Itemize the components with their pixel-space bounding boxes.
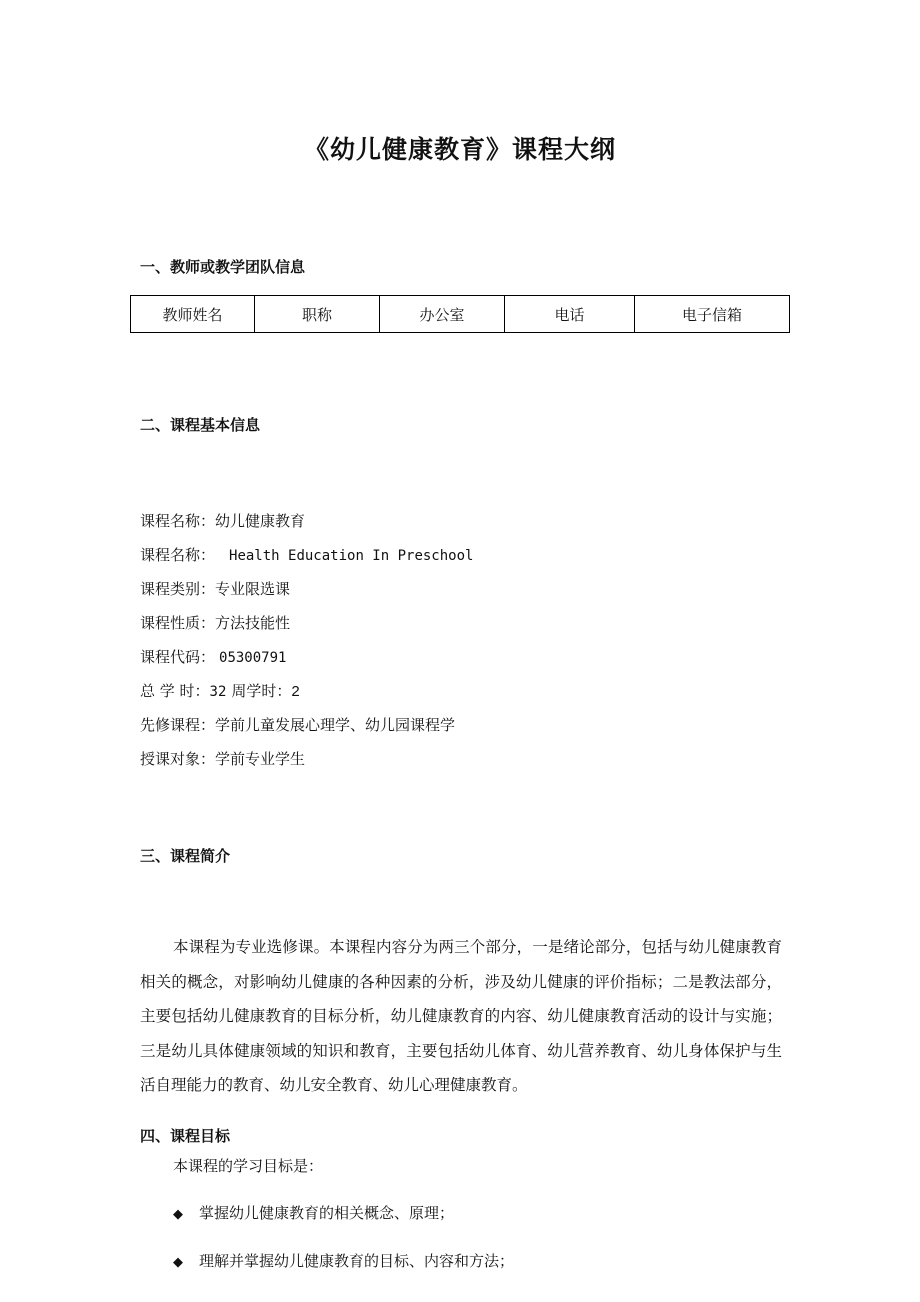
info-label: 先修课程： — [140, 716, 216, 734]
list-item-text: 理解并掌握幼儿健康教育的目标、内容和方法； — [199, 1252, 515, 1270]
info-line-course-code — [140, 646, 286, 667]
info-value: 专业限选课 — [215, 580, 291, 598]
diamond-bullet-icon: ◆ — [173, 1255, 183, 1270]
info-value: 学前儿童发展心理学、幼儿园课程学 — [215, 716, 456, 734]
list-item — [173, 1202, 454, 1223]
section1-heading: 一、教师或教学团队信息 — [140, 258, 306, 276]
table-header-cell: 职称 — [255, 296, 380, 333]
info-label: 课程类别： — [140, 580, 216, 598]
info-value: Health Education In Preschool — [229, 548, 474, 564]
info-extra-label: 周学时： — [231, 682, 292, 700]
list-item — [173, 1250, 514, 1271]
section2-heading: 二、课程基本信息 — [140, 416, 261, 434]
section4-heading: 四、课程目标 — [140, 1127, 231, 1145]
info-value: 05300791 — [219, 650, 287, 666]
info-value: 幼儿健康教育 — [215, 512, 306, 530]
info-line-prerequisites — [140, 714, 455, 735]
table-header-cell: 办公室 — [380, 296, 505, 333]
info-value: 32 — [209, 684, 227, 700]
course-intro-paragraph: 本课程为专业选修课。本课程内容分为两三个部分，一是绪论部分，包括与幼儿健康教育相关的概念，对影响幼儿健康的各种因素的分析，涉及幼儿健康的评价指标；二是教法部分，主要包括幼儿健康教育的目标分析，幼儿健康教育的内容、幼儿健康教育活动的设计与实施；三是幼儿具体健康领域的知识和教育，主要包括幼儿体育、幼儿营养教育、幼儿身体保护与生活自理能力的教育、幼儿安全教育、幼儿心理健康教育。 — [140, 938, 782, 1095]
info-label: 总 学 时： — [140, 682, 210, 700]
info-label: 课程性质： — [140, 614, 216, 632]
info-line-course-name — [140, 510, 305, 531]
diamond-bullet-icon: ◆ — [173, 1207, 183, 1222]
info-value: 方法技能性 — [215, 614, 291, 632]
info-line-course-nature — [140, 612, 290, 633]
info-label: 课程名称： — [140, 512, 216, 530]
info-line-course-type — [140, 578, 290, 599]
info-line-hours — [140, 680, 300, 701]
table-header-cell: 电子信箱 — [635, 296, 790, 333]
info-label: 授课对象： — [140, 750, 216, 768]
info-value: 学前专业学生 — [215, 750, 306, 768]
objectives-intro: 本课程的学习目标是： — [173, 1157, 324, 1175]
info-extra-value: 2 — [291, 683, 300, 700]
section3-heading: 三、课程简介 — [140, 847, 231, 865]
info-line-course-name-en — [140, 544, 473, 565]
info-label: 课程代码： — [140, 648, 216, 666]
table-header-cell: 电话 — [505, 296, 635, 333]
info-label: 课程名称： — [140, 546, 216, 564]
info-line-audience — [140, 748, 305, 769]
table-header-row — [131, 296, 790, 333]
list-item-text: 掌握幼儿健康教育的相关概念、原理； — [199, 1204, 455, 1222]
teacher-info-table — [130, 295, 790, 333]
document-title: 《幼儿健康教育》课程大纲 — [303, 135, 616, 164]
table-header-cell: 教师姓名 — [131, 296, 255, 333]
